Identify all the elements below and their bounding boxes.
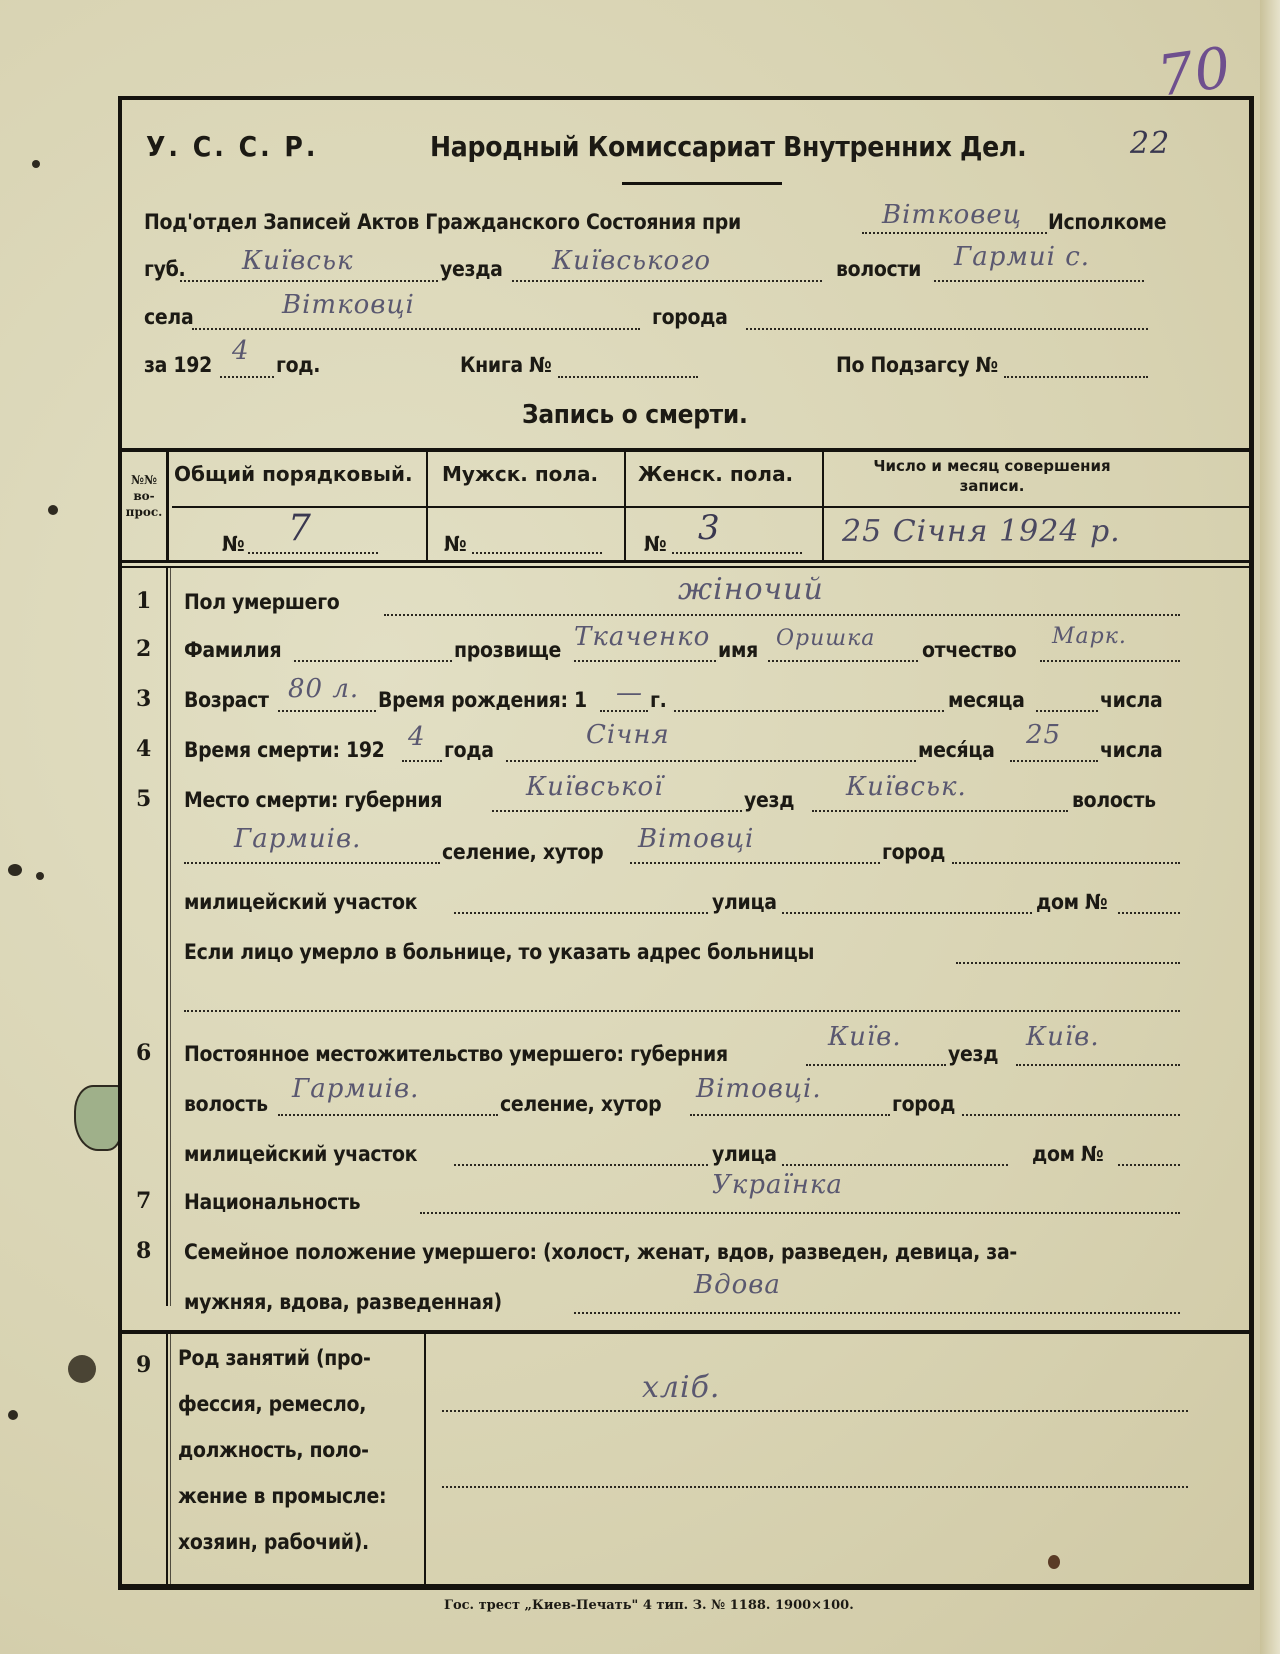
record-date-value[interactable]: 25 Січня 1924 р. bbox=[842, 514, 1121, 549]
sex-field-line bbox=[384, 614, 1180, 616]
death-place-label: Место смерти: губерния bbox=[184, 788, 443, 812]
stain bbox=[32, 160, 40, 168]
death-city-field-line bbox=[952, 862, 1180, 864]
occupation-label-line-1: Род занятий (про- bbox=[178, 1346, 371, 1370]
gub-value[interactable]: Київськ bbox=[242, 246, 354, 276]
residence-village-value[interactable]: Вітовці. bbox=[696, 1074, 822, 1104]
row-number-4: 4 bbox=[136, 736, 152, 762]
death-militia-field-line bbox=[454, 912, 708, 914]
row-number-5: 5 bbox=[136, 786, 152, 812]
ministry-title: Народный Комиссариат Внутренних Дел. bbox=[430, 130, 1027, 163]
stain bbox=[36, 872, 44, 880]
male-header: Мужск. пола. bbox=[442, 462, 599, 486]
occupation-label-line-3: должность, поло- bbox=[178, 1438, 369, 1462]
printer-imprint: Гос. трест „Киев-Печать" 4 тип. З. № 1188. 1900×100. bbox=[444, 1598, 854, 1613]
date-header: Число и месяц совершения записи. bbox=[873, 457, 1111, 495]
residence-volost-field-line bbox=[278, 1114, 498, 1116]
death-gub-value[interactable]: Київської bbox=[526, 772, 664, 802]
death-month-field-line bbox=[506, 760, 916, 762]
marital-status-value[interactable]: Вдова bbox=[694, 1270, 781, 1300]
question-column-divider-inner bbox=[170, 1334, 171, 1584]
death-house-label: дом № bbox=[1036, 890, 1108, 914]
occupation-label-line-5: хозяин, рабочий). bbox=[178, 1530, 369, 1554]
occupation-field-line bbox=[442, 1410, 1188, 1412]
male-no-sign: № bbox=[444, 532, 467, 556]
nickname-field-line bbox=[574, 660, 716, 662]
patronymic-value[interactable]: Марк. bbox=[1052, 624, 1127, 649]
age-label: Возраст bbox=[184, 688, 269, 712]
gub-field-line bbox=[180, 280, 438, 282]
stain bbox=[8, 864, 22, 876]
column-divider bbox=[822, 450, 824, 560]
death-month-value[interactable]: Січня bbox=[586, 720, 670, 750]
birth-month-label: месяца bbox=[948, 688, 1025, 712]
death-gub-field-line bbox=[492, 810, 742, 812]
patronymic-label: отчество bbox=[922, 638, 1017, 662]
residence-militia-label: милицейский участок bbox=[184, 1142, 418, 1166]
hospital-field-line bbox=[956, 962, 1180, 964]
stain bbox=[8, 1410, 18, 1420]
row-number-3: 3 bbox=[136, 686, 152, 712]
residence-city-field-line bbox=[962, 1114, 1180, 1116]
row-number-7: 7 bbox=[136, 1188, 152, 1214]
death-street-label: улица bbox=[712, 890, 777, 914]
book-label: Книга № bbox=[460, 353, 552, 377]
residence-village-label: селение, хутор bbox=[500, 1092, 662, 1116]
name-field-line bbox=[768, 660, 918, 662]
nickname-label: прозвище bbox=[454, 638, 562, 662]
nationality-value[interactable]: Українка bbox=[712, 1170, 843, 1200]
death-year-field-line bbox=[402, 760, 442, 762]
question-column-divider bbox=[166, 450, 169, 560]
subdepartment-field-line bbox=[862, 232, 1047, 234]
subdepartment-label: Под'отдел Записей Актов Гражданского Состояния при bbox=[144, 210, 741, 234]
death-volost-field-line bbox=[184, 862, 440, 864]
residence-gub-value[interactable]: Київ. bbox=[828, 1022, 902, 1052]
table-header-bottom-border-2 bbox=[122, 566, 1250, 568]
gub-label: губ. bbox=[144, 257, 186, 281]
occupation-section-top-border bbox=[122, 1330, 1250, 1334]
sex-label: Пол умершего bbox=[184, 590, 340, 614]
volost-field-line bbox=[934, 280, 1144, 282]
residence-gub-field-line bbox=[806, 1064, 946, 1066]
death-day-value[interactable]: 25 bbox=[1026, 720, 1062, 750]
subregister-label: По Подзагсу № bbox=[836, 353, 998, 377]
residence-volost-label: волость bbox=[184, 1092, 268, 1116]
death-uezd-field-line bbox=[812, 810, 1068, 812]
death-record-form bbox=[118, 96, 1254, 1590]
uezd-value[interactable]: Київського bbox=[552, 246, 712, 276]
marital-status-field-line bbox=[574, 1312, 1180, 1314]
residence-volost-value[interactable]: Гармиів. bbox=[292, 1074, 420, 1104]
death-volost-label: волость bbox=[1072, 788, 1156, 812]
nickname-value[interactable]: Ткаченко bbox=[574, 622, 711, 652]
occupation-field-line-2 bbox=[442, 1486, 1188, 1488]
death-day-field-line bbox=[1010, 760, 1098, 762]
residence-militia-field-line bbox=[454, 1164, 708, 1166]
death-year-suffix: года bbox=[444, 738, 494, 762]
marital-status-label-2: мужняя, вдова, разведенная) bbox=[184, 1290, 502, 1314]
birth-day-field-line bbox=[1036, 710, 1098, 712]
birth-day-label: числа bbox=[1100, 688, 1163, 712]
residence-uezd-value[interactable]: Київ. bbox=[1026, 1022, 1100, 1052]
residence-city-label: город bbox=[892, 1092, 956, 1116]
surname-label: Фамилия bbox=[184, 638, 282, 662]
executive-committee-label: Исполкоме bbox=[1048, 210, 1167, 234]
general-order-no-sign: № bbox=[222, 532, 245, 556]
punch-hole bbox=[74, 1085, 122, 1151]
female-no-sign: № bbox=[644, 532, 667, 556]
residence-label: Постоянное местожительство умершего: губерния bbox=[184, 1042, 728, 1066]
birth-time-label: Время рождения: 1 bbox=[378, 688, 587, 712]
birth-year-field-line bbox=[600, 710, 648, 712]
death-day-label: числа bbox=[1100, 738, 1163, 762]
hospital-field-line-2 bbox=[184, 1010, 1180, 1012]
death-village-label: селение, хутор bbox=[442, 840, 604, 864]
column-divider bbox=[624, 450, 626, 560]
residence-house-field-line bbox=[1118, 1164, 1180, 1166]
year-suffix: год. bbox=[276, 353, 321, 377]
death-village-field-line bbox=[630, 862, 880, 864]
general-order-value[interactable]: 7 bbox=[288, 508, 312, 549]
nationality-field-line bbox=[420, 1212, 1180, 1214]
occupation-label-divider bbox=[424, 1334, 426, 1584]
table-top-border bbox=[122, 448, 1250, 452]
marital-status-label: Семейное положение умершего: (холост, женат, вдов, разведен, девица, за- bbox=[184, 1240, 1017, 1264]
gorod-field-line bbox=[746, 328, 1148, 330]
death-city-label: город bbox=[882, 840, 946, 864]
death-month-label: меся́ца bbox=[918, 738, 995, 762]
selo-label: села bbox=[144, 305, 194, 329]
row-number-8: 8 bbox=[136, 1238, 152, 1264]
uezd-field-line bbox=[512, 280, 822, 282]
death-time-label: Время смерти: 192 bbox=[184, 738, 385, 762]
occupation-label-line-4: жение в промысле: bbox=[178, 1484, 387, 1508]
table-header-bottom-border bbox=[122, 560, 1250, 563]
question-column-divider bbox=[166, 1334, 168, 1584]
column-divider bbox=[426, 450, 428, 560]
female-field-line bbox=[672, 552, 802, 554]
male-field-line bbox=[472, 552, 602, 554]
name-label: имя bbox=[718, 638, 758, 662]
patronymic-field-line bbox=[1040, 660, 1180, 662]
general-order-field-line bbox=[248, 552, 378, 554]
gorod-label: города bbox=[652, 305, 728, 329]
page-edge bbox=[1260, 0, 1280, 1654]
birth-month-field-line bbox=[674, 710, 944, 712]
residence-uezd-label: уезд bbox=[948, 1042, 999, 1066]
subregister-field-line bbox=[1004, 376, 1148, 378]
general-order-header: Общий порядковый. bbox=[174, 462, 413, 486]
female-header: Женск. пола. bbox=[638, 462, 794, 486]
death-village-value[interactable]: Вітовці bbox=[638, 824, 755, 854]
death-house-field-line bbox=[1118, 912, 1180, 914]
year-value[interactable]: 4 bbox=[232, 336, 250, 366]
hospital-label: Если лицо умерло в больнице, то указать адрес больницы bbox=[184, 940, 815, 964]
residence-uezd-field-line bbox=[1016, 1064, 1180, 1066]
subdepartment-value[interactable]: Вітковец bbox=[882, 200, 1022, 230]
residence-house-label: дом № bbox=[1032, 1142, 1104, 1166]
question-number-header: №№ во- прос. bbox=[125, 473, 163, 519]
stain bbox=[48, 505, 58, 515]
page-number-annotation: 70 bbox=[1153, 35, 1236, 110]
age-value[interactable]: 80 л. bbox=[288, 674, 360, 704]
ministry-number: 22 bbox=[1130, 126, 1171, 161]
death-year-value[interactable]: 4 bbox=[408, 722, 426, 752]
republic-title: У. С. С. Р. bbox=[146, 130, 319, 163]
record-title: Запись о смерти. bbox=[522, 400, 748, 430]
row-number-6: 6 bbox=[136, 1040, 152, 1066]
female-value[interactable]: 3 bbox=[698, 508, 721, 548]
year-label: за 192 bbox=[144, 353, 212, 377]
row-number-9: 9 bbox=[136, 1352, 152, 1378]
death-uezd-label: уезд bbox=[744, 788, 795, 812]
uezd-label: уезда bbox=[440, 257, 503, 281]
death-volost-value[interactable]: Гармиів. bbox=[234, 824, 362, 854]
book-field-line bbox=[558, 376, 698, 378]
punch-hole bbox=[68, 1355, 96, 1383]
row-number-1: 1 bbox=[136, 588, 152, 614]
year-field-line bbox=[220, 376, 274, 378]
birth-year-suffix: г. bbox=[650, 688, 667, 712]
question-column-divider bbox=[166, 568, 168, 1306]
occupation-label-line-2: фессия, ремесло, bbox=[178, 1392, 367, 1416]
nationality-label: Национальность bbox=[184, 1190, 361, 1214]
volost-value[interactable]: Гармиі с. bbox=[954, 242, 1091, 272]
residence-street-label: улица bbox=[712, 1142, 777, 1166]
selo-field-line bbox=[192, 328, 640, 330]
birth-year-value[interactable]: — bbox=[616, 678, 643, 708]
volost-label: волости bbox=[836, 257, 922, 281]
occupation-value[interactable]: хліб. bbox=[642, 1370, 721, 1405]
question-column-divider-inner bbox=[170, 568, 171, 1306]
header-divider bbox=[622, 182, 782, 185]
death-street-field-line bbox=[782, 912, 1032, 914]
selo-value[interactable]: Вітковці bbox=[282, 290, 415, 320]
sex-value[interactable]: жіночий bbox=[678, 572, 824, 607]
row-number-2: 2 bbox=[136, 636, 152, 662]
residence-village-field-line bbox=[690, 1114, 890, 1116]
death-militia-label: милицейский участок bbox=[184, 890, 418, 914]
death-uezd-value[interactable]: Київськ. bbox=[846, 772, 967, 802]
residence-street-field-line bbox=[782, 1164, 1008, 1166]
age-field-line bbox=[278, 710, 376, 712]
name-value[interactable]: Оришка bbox=[776, 626, 876, 651]
surname-field-line bbox=[294, 660, 452, 662]
